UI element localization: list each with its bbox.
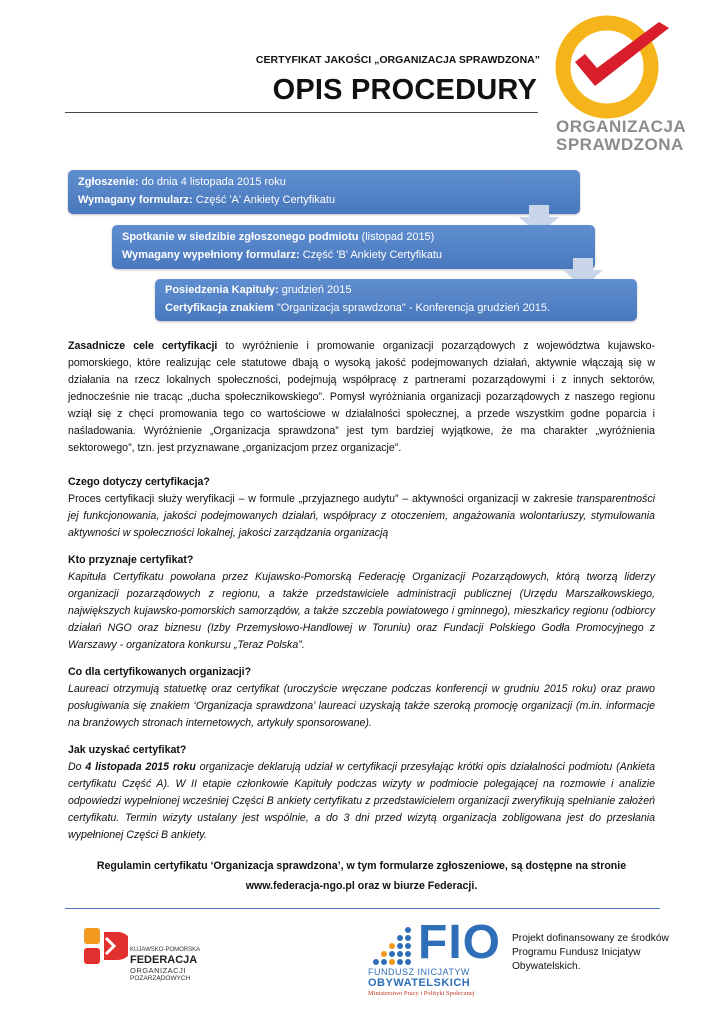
- section-italic-text: organizacje deklarują udział w certyfikacji przesyłając krótki opis działalności podmiotu (Ankieta certyfikatu Część A). W II etapie członkowie Kapituły podczas wizyty w podmiocie polegającej na rozmowie i analizie odpowiedzi wypełnionej wcześniej Części B ankiety certyfikatu z przedstawicielem organizacji zweryfikują spełnianie założeń certyfikatu. Termin wizyty ustalany jest wspólnie, a do 3 dni przed wizytą organizacja zobligowana jest do przesłania wypełnionej Części B ankiety.: [68, 761, 655, 841]
- step-2-box: [112, 225, 595, 269]
- step-1-value-1: do dnia 4 listopada 2015 roku: [138, 176, 286, 188]
- step-1-box: [68, 170, 580, 214]
- federation-line-1: KUJAWSKO-POMORSKA: [130, 947, 201, 953]
- certificate-title: CERTYFIKAT JAKOŚCI „ORGANIZACJA SPRAWDZONA”: [255, 54, 540, 66]
- step-3-label-1: Posiedzenia Kapituły:: [165, 284, 279, 296]
- fio-ministry: Ministerstwo Pracy i Polityki Społecznej: [368, 990, 475, 997]
- section-italic-text: Laureaci otrzymują statuetkę oraz certyfikat (uroczyście wręczane podczas konferencji w grudniu 2015 roku) oraz prawo posługiwania się znakiem ‘Organizacja sprawdzona’ laureaci uzyskają także szeroką promocję organizacji (m.in. informacje na branżowych stronach internetowych, artykuły sponsorowane).: [68, 683, 655, 729]
- federation-line-4: POZARZĄDOWYCH: [130, 975, 191, 982]
- fio-line-1: FUNDUSZ INICJATYW: [368, 967, 470, 977]
- intro-text: to wyróżnienie i promowanie organizacji pozarządowych z województwa kujawsko-pomorskiego, które realizując cele statutowe dbają o wysoką jakość podejmowanych działań, aktywnie włączają się w działania na rzecz lokalnych społeczności, podejmują współpracę z partnerami pozarządowymi i z innych sektorów, jednocześnie nie tracąc „ducha społecznikowskiego”. Pomysł wyróżniania organizacji pozarządowych z naszego regionu wziął się z chęci promowania tego co wartościowe w działalności społecznej, a przede wszystkim godne poparcia i naśladowania. Wyróżnienie „Organizacja sprawdzona” jest tym bardziej wyjątkowe, że ma charakter „wyróżnienia sektorowego”, tzn. jest przyznawane „organizacjom przez organizacje”.: [68, 340, 655, 454]
- logo-text: [556, 117, 687, 154]
- step-2-label-1: Spotkanie w siedzibie zgłoszonego podmiotu: [122, 231, 359, 243]
- fio-line-2: OBYWATELSKICH: [368, 977, 471, 989]
- logo-text-line2: SPRAWDZONA: [556, 135, 684, 154]
- section-deadline: 4 listopada 2015 roku: [85, 761, 196, 773]
- section-benefits: [68, 664, 655, 732]
- section-scope: [68, 474, 655, 542]
- step-3-label-2: Certyfikacja znakiem: [165, 302, 274, 314]
- federation-line-3: ORGANIZACJI: [130, 966, 186, 975]
- intro-paragraph: [68, 338, 655, 457]
- funding-note: Projekt dofinansowany ze środków Programu Fundusz Inicjatyw Obywatelskich.: [512, 933, 669, 972]
- step-2-value-1: (listopad 2015): [358, 231, 435, 243]
- section-italic-text: Kapituła Certyfikatu powołana przez Kujawsko-Pomorską Federację Organizacji Pozarządowych, którą tworzą liderzy organizacji pozarządowych z regionu, a także przedstawiciele administracji publicznej (Urzędu Marszałkowskiego, największych kujawsko-pomorskich samorządów, a także szczebla powiatowego i gminnego), mieszkańcy regionu (odbiorcy działań NGO oraz biznesu (Izby Przemysłowo-Handlowej w Toruniu) oraz Fundacji Polskiego Godła Promocyjnego z Warszawy - organizatora konkursu „Teraz Polska”.: [68, 571, 655, 651]
- section-heading: Co dla certyfikowanych organizacji?: [68, 666, 252, 678]
- section-text: Proces certyfikacji służy weryfikacji – w formule „przyjaznego audytu” – aktywności organizacji w zakresie: [68, 493, 577, 505]
- federation-logo-icon: [84, 928, 128, 964]
- section-italic-pre: Do: [68, 761, 86, 773]
- fio-acronym: FIO: [418, 916, 501, 969]
- step-1-label-2: Wymagany formularz:: [78, 194, 193, 206]
- page-title: OPIS PROCEDURY: [272, 74, 537, 106]
- federation-text: [130, 946, 260, 983]
- intro-bold-lead: Zasadnicze cele certyfikacji: [68, 340, 218, 352]
- step-1-value-2: Część 'A' Ankiety Certyfikatu: [192, 194, 336, 206]
- step-3-box: [155, 279, 637, 321]
- step-1-label-1: Zgłoszenie:: [78, 176, 139, 188]
- step-2-label-2: Wymagany wypełniony formularz:: [122, 249, 300, 261]
- section-italic-text: transparentności jej funkcjonowania, jakości podejmowanych działań, współpracy z otoczeniem, angażowania wolontariuszy, stymulowania aktywności w społeczności lokalnej, jakości zarządzania organizacją: [68, 493, 655, 539]
- section-heading: Jak uzyskać certyfikat?: [68, 744, 187, 756]
- organizacja-sprawdzona-logo-icon: [553, 12, 677, 120]
- federation-line-2: FEDERACJA: [130, 954, 198, 966]
- section-who-grants: [68, 552, 655, 654]
- step-3-value-2: "Organizacja sprawdzona" - Konferencja grudzień 2015.: [273, 302, 551, 314]
- closing-note: [68, 856, 655, 896]
- logo-text-line1: ORGANIZACJA: [556, 117, 687, 136]
- closing-line-2: www.federacja-ngo.pl oraz w biurze Federacji.: [245, 880, 478, 892]
- section-heading: Kto przyznaje certyfikat?: [68, 554, 194, 566]
- title-divider: [65, 112, 538, 113]
- closing-line-1: Regulamin certyfikatu ‘Organizacja sprawdzona’, w tym formularze zgłoszeniowe, są dostępne na stronie: [96, 860, 627, 872]
- footer-divider: [65, 908, 660, 909]
- step-2-value-2: Część 'B' Ankiety Certyfikatu: [299, 249, 443, 261]
- section-how-to-obtain: [68, 742, 655, 844]
- fio-dots-icon: [368, 924, 416, 968]
- step-3-value-1: grudzień 2015: [278, 284, 352, 296]
- section-heading: Czego dotyczy certyfikacja?: [68, 476, 210, 488]
